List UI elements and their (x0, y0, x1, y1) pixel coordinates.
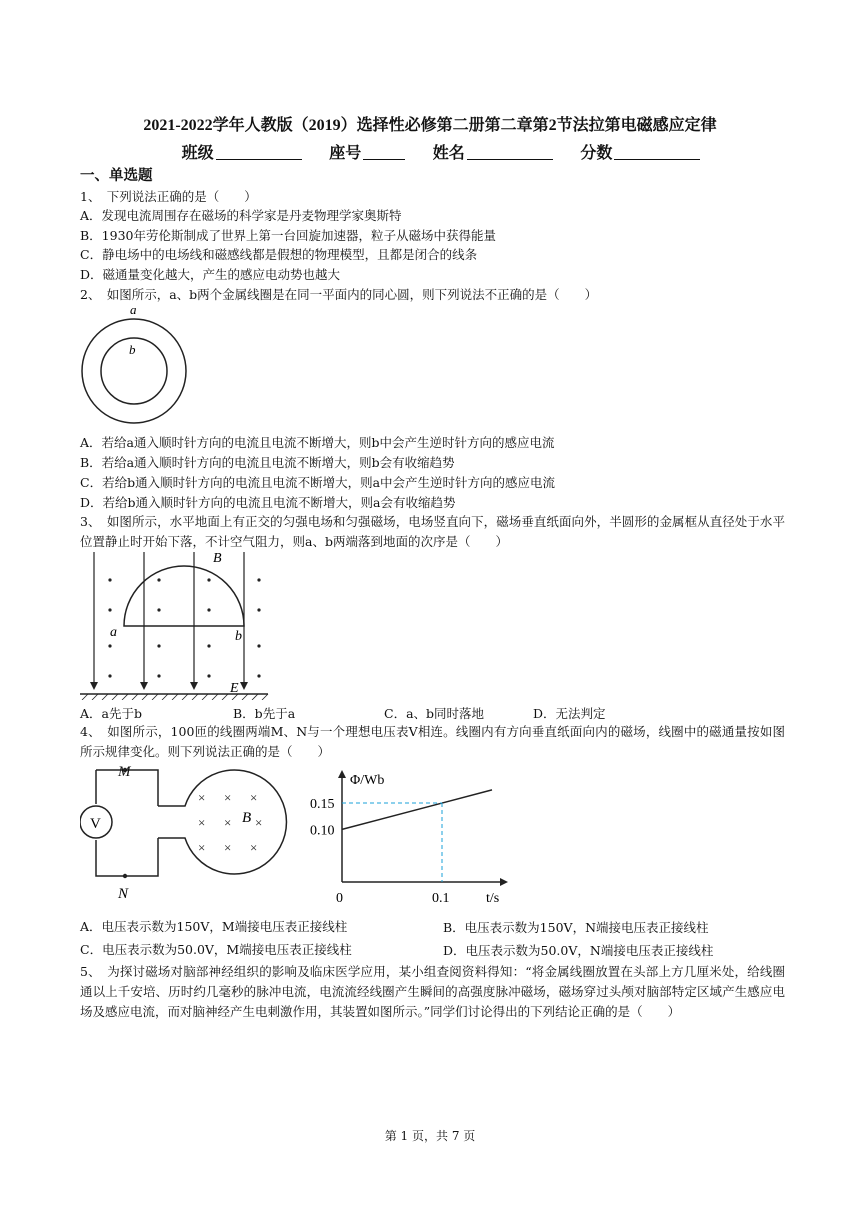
origin-label: 0 (336, 891, 343, 906)
svg-text:×: × (224, 815, 232, 830)
q4-stem: 4、 如图所示，100匝的线圈两端M、N与一个理想电压表V相连。线圈内有方向垂直纸面向内的磁场，线圈中的磁通量按如图所示规律变化。则下列说法正确的是（ ） (80, 724, 785, 759)
svg-text:×: × (255, 815, 263, 830)
label-a: a (130, 304, 137, 317)
y-axis-label: Φ/Wb (350, 773, 385, 788)
y-tick-label: 0.10 (310, 823, 335, 839)
q2-concentric-coils-figure (80, 304, 190, 430)
y-tick-label: 0.15 (310, 797, 335, 813)
svg-text:×: × (198, 790, 206, 805)
seat-blank (363, 145, 405, 160)
label-B: B (213, 551, 222, 566)
label-M: M (118, 764, 131, 780)
q3-option-a: A．a先于b (80, 706, 142, 721)
q1-option-a: A．发现电流周围存在磁场的科学家是丹麦物理学家奥斯特 (80, 208, 402, 223)
q3-stem: 3、 如图所示，水平地面上有正交的匀强电场和匀强磁场，电场竖直向下，磁场垂直纸面向外，半圆形的金属框从直径处于水平位置静止时开始下落，不计空气阻力，则a、b两端落到地面的次序是（ ） (80, 514, 785, 549)
class-label: 班级 (181, 143, 214, 162)
svg-text:×: × (198, 815, 206, 830)
q1-option-c: C．静电场中的电场线和磁感线都是假想的物理模型，且都是闭合的线条 (80, 247, 478, 262)
label-N: N (118, 886, 129, 902)
label-B: B (242, 810, 252, 826)
y-axis-arrow (338, 770, 346, 778)
score-blank (614, 145, 700, 160)
label-a: a (110, 625, 117, 640)
x-axis-arrow (500, 878, 508, 886)
q2-option-c: C．若给b通入顺时针方向的电流且电流不断增大，则a中会产生逆时针方向的感应电流 (80, 475, 556, 490)
cross-field-marks (198, 790, 262, 855)
name-blank (467, 145, 553, 160)
student-info-line (0, 140, 860, 163)
section-heading: 一、单选题 (80, 168, 153, 184)
label-E: E (230, 681, 239, 696)
x-axis-label: t/s (486, 891, 500, 906)
q3-option-b: B．b先于a (233, 706, 296, 721)
coil-a (82, 319, 186, 423)
svg-text:×: × (250, 790, 258, 805)
coil-loop (158, 770, 286, 874)
q5-stem: 5、 为探讨磁场对脑部神经组织的影响及临床医学应用，某小组查阅资料得知：“将金属线圈放置在头部上方几厘米处，给线圈通以上千安培、历时约几毫秒的脉冲电流，电流流经线圈产生瞬间的高强度脉冲磁场，磁场穿过头颅对脑部特定区域产生感应电场及感应电流，而对脑神经产生电刺激作用，其装置如图所示。”同学们讨论得出的下列结论正确的是（ ） (80, 964, 785, 1019)
q4-option-b: B．电压表示数为150V，N端接电压表正接线柱 (443, 920, 709, 935)
class-blank (216, 145, 302, 160)
seat-label: 座号 (329, 143, 362, 162)
page-title: 2021-2022学年人教版（2019）选择性必修第二册第二章第2节法拉第电磁感应定律 (143, 117, 717, 134)
magnetic-field-dots (108, 578, 260, 677)
svg-text:×: × (198, 840, 206, 855)
label-b: b (129, 342, 136, 357)
name-label: 姓名 (432, 143, 465, 162)
q3-field-figure (80, 548, 270, 700)
flux-line (342, 790, 492, 829)
label-V: V (90, 816, 101, 832)
q2-option-b: B．若给a通入顺时针方向的电流且电流不断增大，则b会有收缩趋势 (80, 455, 455, 470)
flux-time-chart (300, 768, 510, 910)
page-footer: 第 1 页，共 7 页 (384, 1129, 476, 1143)
q1-option-d: D．磁通量变化越大，产生的感应电动势也越大 (80, 267, 341, 282)
q2-stem: 2、 如图所示，a、b两个金属线圈是在同一平面内的同心圆，则下列说法不正确的是（ ） (80, 287, 598, 302)
svg-text:×: × (224, 840, 232, 855)
q4-option-c: C．电压表示数为50.0V，M端接电压表正接线柱 (80, 942, 352, 957)
x-tick-label: 0.1 (432, 891, 450, 906)
q2-option-d: D．若给b通入顺时针方向的电流且电流不断增大，则a会有收缩趋势 (80, 495, 456, 510)
q3-option-c: C．a、b同时落地 (384, 706, 485, 721)
label-b: b (235, 629, 242, 644)
q3-option-d: D．无法判定 (533, 706, 606, 721)
field-arrows (90, 682, 248, 690)
q4-option-a: A．电压表示数为150V，M端接电压表正接线柱 (80, 919, 348, 934)
q4-option-d: D．电压表示数为50.0V，N端接电压表正接线柱 (443, 943, 714, 958)
score-label: 分数 (580, 143, 613, 162)
ground-hatch (82, 694, 268, 700)
q4-circuit-figure (80, 764, 292, 904)
svg-text:×: × (250, 840, 258, 855)
q1-stem: 1、 下列说法正确的是（ ） (80, 189, 257, 204)
q2-option-a: A．若给a通入顺时针方向的电流且电流不断增大，则b中会产生逆时针方向的感应电流 (80, 435, 555, 450)
q1-option-b: B．1930年劳伦斯制成了世界上第一台回旋加速器，粒子从磁场中获得能量 (80, 228, 496, 243)
semicircle-frame (124, 566, 244, 626)
svg-text:×: × (224, 790, 232, 805)
